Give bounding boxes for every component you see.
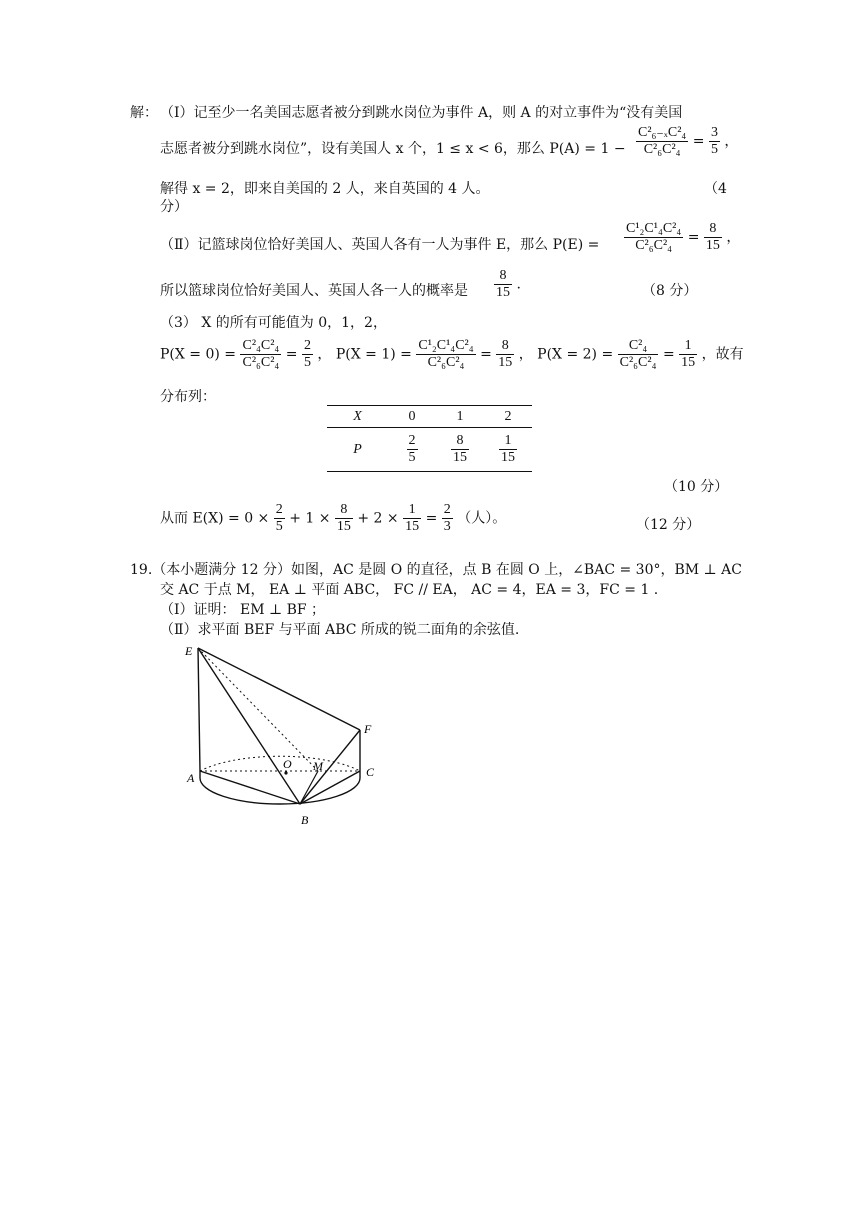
- label-C: C: [366, 765, 375, 779]
- p2-r-num: 1: [679, 338, 697, 355]
- part2-fraction: $\frac{\text{C¹₂C¹₄C²₄}}{\text{C²₆C²₄}}$ = $\frac{8}{15}$ ，: [626, 221, 741, 253]
- p2-label: P(X = 2) =: [537, 346, 614, 363]
- part1-line3: 解得 x = 2，即来自美国的 2 人，来自英国的 4 人。: [160, 181, 490, 197]
- expect-f3-num: 1: [403, 502, 421, 519]
- segment-EF: [198, 648, 360, 730]
- table-den-0: 5: [408, 450, 416, 465]
- table-num-1: 8: [451, 433, 469, 450]
- center-point: [284, 771, 287, 774]
- problem19-q2: （Ⅱ）求平面 BEF 与平面 ABC 所成的锐二面角的余弦值.: [160, 622, 520, 638]
- label-F: F: [364, 722, 372, 736]
- expect-unit: （人）。: [457, 510, 507, 527]
- table-den-1: 15: [453, 450, 467, 465]
- geometry-figure: [170, 640, 400, 830]
- score-10: （10 分）: [664, 479, 729, 495]
- expect-f2-den: 15: [336, 519, 351, 534]
- segment-EA: [198, 648, 200, 771]
- table-header-2: 2: [504, 408, 512, 424]
- table-row-label: P: [353, 441, 362, 457]
- problem19-q1: （Ⅰ）证明： EM ⊥ BF ；: [160, 602, 326, 618]
- solution-label: 解：: [130, 105, 158, 121]
- segment-EB: [198, 648, 300, 804]
- table-num-0: 2: [408, 433, 416, 448]
- p0-r-num: 2: [303, 338, 311, 353]
- distribution-table: [327, 405, 532, 472]
- part2-prob: $\frac{8}{15}$ .: [496, 268, 521, 300]
- segment-EM: [198, 648, 318, 771]
- expect-f3-den: 15: [405, 519, 420, 534]
- table-den-2: 15: [501, 450, 515, 465]
- p1-label: P(X = 1) =: [335, 346, 412, 363]
- label-E: E: [185, 644, 193, 658]
- p1-num: C¹₂C¹₄C²₄: [418, 338, 474, 353]
- part2-line2: 所以篮球岗位恰好美国人、英国人各一人的概率是: [160, 283, 468, 299]
- expect-f2-num: 8: [335, 502, 353, 519]
- table-num-2: 1: [499, 433, 517, 450]
- label-M: M: [313, 759, 323, 773]
- p1-r-den: 15: [498, 355, 513, 370]
- table-header-x: X: [353, 408, 362, 424]
- expectation-line: [160, 502, 506, 535]
- segment-BF: [300, 730, 360, 804]
- circle-back-arc: [200, 756, 360, 771]
- part1-result-num: 3: [710, 125, 718, 140]
- part2-result-num: 8: [704, 221, 722, 238]
- expect-mid2: + 2 ×: [357, 510, 399, 527]
- expect-mid1: + 1 ×: [289, 510, 331, 527]
- score-4a: （4: [704, 181, 727, 197]
- problem19-line2: 交 AC 于点 M， EA ⊥ 平面 ABC， FC // EA， AC = 4，EA = 3，FC = 1 .: [160, 582, 659, 598]
- table-header-0: 0: [408, 408, 416, 424]
- part3-line1: （3） X 的所有可能值为 0，1，2，: [160, 315, 387, 331]
- p0-label: P(X = 0) =: [160, 346, 237, 363]
- p0-r-den: 5: [303, 355, 311, 370]
- part2-frac-num: C¹₂C¹₄C²₄: [626, 221, 682, 236]
- expect-prefix: 从而 E(X) = 0 ×: [160, 510, 270, 527]
- p0-num: C²₄C²₄: [242, 338, 280, 353]
- p2-r-den: 15: [681, 355, 696, 370]
- px-line: P(X = 0) = $\frac{\text{C²₄C²₄}}{\text{C²₆C²₄}}$ = $\frac{2}{5}$ ， P(X = 1) = $\frac{\text{C¹₂C¹₄C²₄}}{\text{C²₆C²₄}}$ = $\frac{8}{15}$ ， P(X = 2) = $\frac{\text{C²₄}}{\text{C²₆C²₄}}$ = $\frac{1}{15}$ ，故有: [160, 338, 744, 370]
- part1-result-den: 5: [710, 142, 718, 157]
- part2-prob-num: 8: [494, 268, 512, 285]
- p1-r-num: 8: [496, 338, 514, 355]
- base-front: [200, 771, 360, 804]
- part1-frac-den: C²₆C²₄: [643, 142, 681, 157]
- score-8: （8 分）: [642, 283, 698, 299]
- part1-line1: （Ⅰ）记至少一名美国志愿者被分到跳水岗位为事件 A，则 A 的对立事件为“没有美国: [160, 105, 683, 121]
- part1-fraction: $\frac{\text{C²₆₋ₓC²₄}}{\text{C²₆C²₄}}$ = $\frac{3}{5}$ ，: [638, 125, 739, 157]
- p0-den: C²₆C²₄: [242, 355, 280, 370]
- p2-num: C²₄: [618, 338, 659, 355]
- part2-frac-den: C²₆C²₄: [635, 238, 673, 253]
- problem19-line1: 19.（本小题满分 12 分）如图，AC 是圆 O 的直径，点 B 在圆 O 上，∠BAC = 30°，BM ⊥ AC: [130, 562, 742, 578]
- expect-f1-den: 5: [275, 519, 283, 534]
- label-A: A: [187, 771, 195, 785]
- p1-den: C²₆C²₄: [427, 355, 465, 370]
- p2-den: C²₆C²₄: [619, 355, 657, 370]
- part2-prob-den: 15: [496, 285, 510, 300]
- label-O: O: [283, 757, 292, 771]
- label-B: B: [301, 813, 309, 827]
- part2-result-den: 15: [705, 238, 720, 253]
- part1-frac-num: C²₆₋ₓC²₄: [638, 125, 687, 140]
- expect-r-num: 2: [443, 502, 451, 517]
- expect-f1-num: 2: [275, 502, 283, 517]
- score-4b: 分）: [160, 199, 188, 215]
- tail-text: ，故有: [701, 346, 744, 363]
- table-header-1: 1: [456, 408, 464, 424]
- expect-eq: =: [425, 510, 438, 527]
- segment-AB: [200, 771, 300, 804]
- score-12: （12 分）: [636, 517, 701, 533]
- expect-r-den: 3: [443, 519, 451, 534]
- part2-line1: （Ⅱ）记篮球岗位恰好美国人、英国人各有一人为事件 E，那么 P(E) =: [160, 237, 600, 253]
- dist-label: 分布列：: [160, 389, 216, 405]
- part1-eq: =: [692, 133, 705, 150]
- part1-line2: 志愿者被分到跳水岗位”，设有美国人 x 个，1 ≤ x < 6，那么 P(A) = 1 −: [160, 141, 626, 157]
